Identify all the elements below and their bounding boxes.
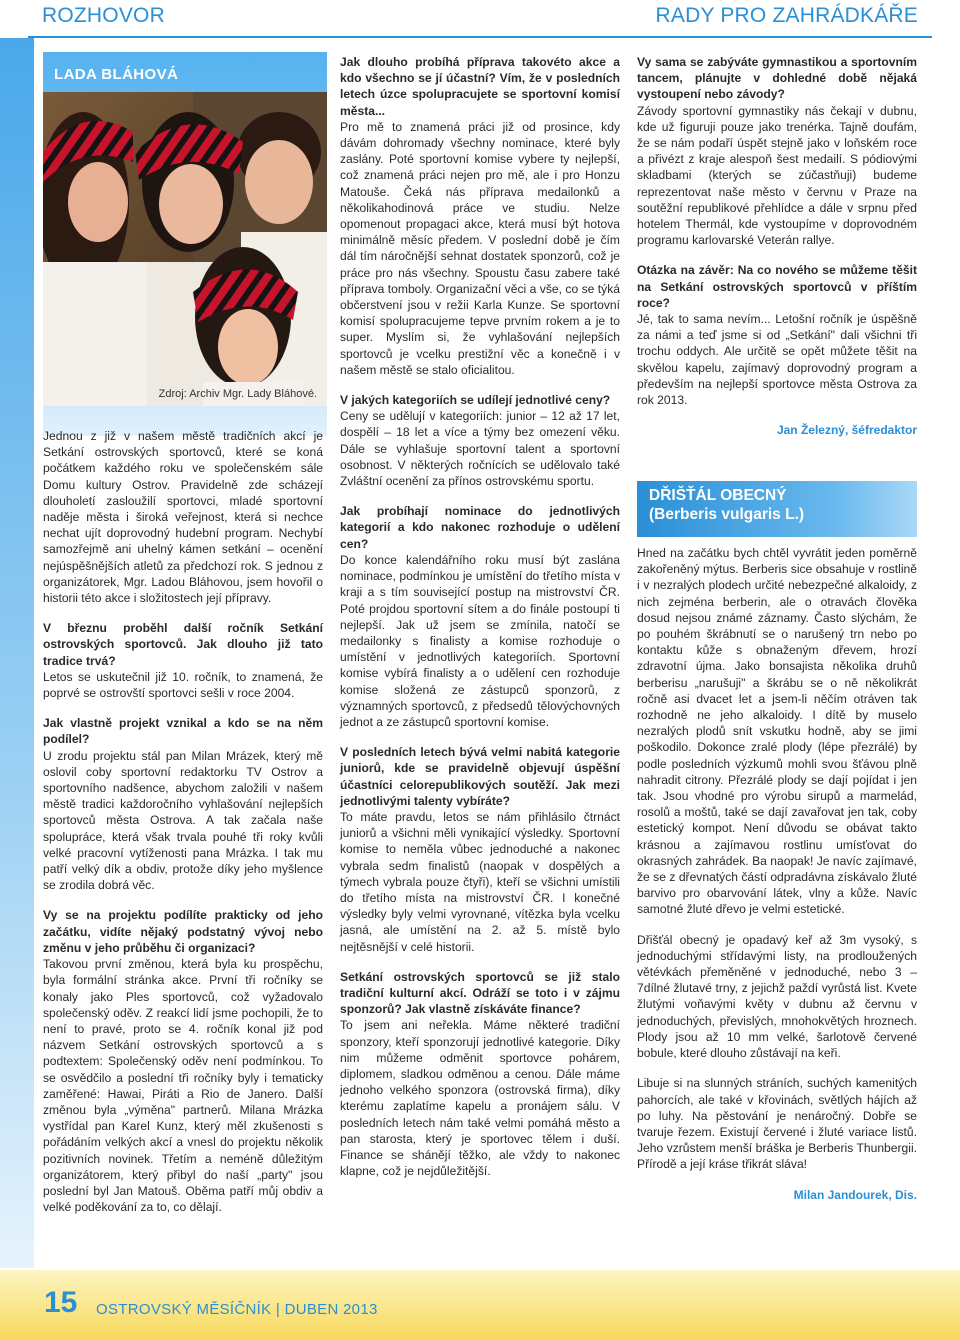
header-rule [28, 36, 932, 38]
qa-item [340, 54, 620, 378]
interview-signature: Jan Železný, šéfredaktor [776, 423, 917, 438]
garden-signature: Milan Jandourek, Dis. [793, 1187, 917, 1202]
interview-answer: Jé, tak to sama nevím... Letošní ročník je úspěšně za námi a teď jsme si od „Setkání" dali všichni tři trochu oddych. Ale určitě se opět můžete těšit na skvělou kapelu, zajímavý doprovodný program a především na nejlepší sportovce města Ostrova za rok 2013. [637, 312, 917, 408]
garden-paragraph: Hned na začátku bych chtěl vyvrátit jeden poměrně zakořeněný mýtus. Berberis sice obsahuje v rostlině i v nezralých plodech určité nebezpečné alkaloidy, z nich zejména berberin, ale o otravách člověka dosud nejsou známé záznamy. Často slýchám, že po pouhém škrábnutí se o narušený trn nebo po kontaktu kůže s obnaženým dřevem, hrozí zdravotní újma. Jako bonsajista několika druhů berberisu „narušuji" a škrábu se o ně několikrát ročně asi dvacet let a jsem-li něčím otráven tak rozhodně ne jeho alkaloidy. I dítě by muselo nezralých plodů snít vskutku hodně, aby se jimi poškodilo. Dokonce zralé plody (lépe přezrálé) by podle posledních výzkumů mohli svou šťávou plně nahradit citrony. Přezrálé plody se dají pojídat i jen tak. Jsou vhodné pro výrobu sirupů a marmelád, rosolů a moštů, také se dají zavařovat jen tak, coby estetický kompot. Není důvodu se obávat takto krásnou a zajímavou rostlinu umísťovat do okrasných zahrádek. Ba naopak! Je navíc zajímavé, že se z dřevnatých částí odpradávna získávalo žluté barvivo pro obarvování látek, vlny a kůže. Navíc samotné žluté dřevo je velmi estetické. [637, 546, 917, 917]
section-label-garden: RADY PRO ZAHRÁDKÁŘE [655, 4, 918, 27]
interview-answer: Pro mě to znamená práci již od prosince, kdy dávám dohromady všechny nominace, které byly zaslány. Poté sportovní komise vybere ty nejlepší, což znamená práci nejen pro mě, ale i pro Honzu Matouše. Čeká nás příprava medailonků a několikahodinová práce ve studiu. Nelze opomenout propagaci akce, která musí být hotova minimálně měsíc předem. V poslední době je čím dál tím náročnější sehnat dostatek sponzorů, což je práce pro nás všechny. Spoustu času zabere také příprava tomboly. Organizační věci a vše, co se týká občerstvení jsou v režii Karla Kunze. Se sportovní komisí spolupracujeme tepve prvním rokem a je to super. Myslím si, že vyhlašování nejlepších sportovců je vcelku prestižní věc a konečně i v našem městě se stalo oficialitou. [340, 119, 620, 377]
garden-subtitle: (Berberis vulgaris L.) [649, 506, 805, 523]
interview-answer: To máte pravdu, letos se nám přihlásilo čtrnáct juniorů a všichni měli vynikající výsledky. Sportovní komise to neměla vůbec jednoduché a nakonec vybrala sedm finalistů (naopak v dospělých a týmech vybrala pouze čtyři), kteří se všichni umístili do třetího místa na mistrovství ČR. I konečné výsledky byly velmi vyrovnané, vítězka byla vcelku jasná, ale umístění na 2. až 5. místě bylo nejtěsnější v celé historii. [340, 809, 620, 954]
interview-photo [43, 92, 327, 406]
interview-question: V posledních letech bývá velmi nabitá kategorie juniorů, kde se pravidelně objevují úspěšní účastníci celorepublikových soutěží. Jak mezi jednotlivými talenty vybíráte? [340, 745, 620, 808]
interview-answer: Do konce kalendářního roku musí být zaslána nominace, podmínkou je umístění do třetího místa v kraji a s tím související postup na mistrovství ČR. Poté projdou sportovní sítem a do finále postoupí ti nejlepší. Jak už jsem se zmínila, natočí se medailonky s finalisty a komise rozhoduje o umístění v jednotlivých kategoriích. Sportovní komise vybírá finalisty a o udělení cen rozhoduje komise složená ze zástupců sponzorů, z významných sportovců, z předsedů tělovýchovných jednot a ze zástupců sportovní komise. [340, 552, 620, 729]
qa-item [340, 969, 620, 1180]
interview-intro: Jednou z již v našem městě tradičních akcí je Setkání ostrovských sportovců, které se koná počátkem každého roku ve společenském sále Domu kultury Ostrov. Pravidelně zde scházejí dlouholetí zasloužilí sportovci, mladé sportovní naděje města i široká veřejnost, která si nechce nechat ujít doprovodný hudební program. Nechybí samozřejmě ani uhelný kámen setkání – ocenění nejúspěšnějších atletů za předchozí rok. S jednou z organizátorek, Mgr. Ladou Bláhovou, jsem hovořil o historii této akce i složitostech její přípravy. [43, 429, 323, 606]
interview-column-1 [43, 428, 323, 1229]
interview-question: V jakých kategoriích se udílejí jednotlivé ceny? [340, 393, 611, 408]
interview-answer: To jsem ani neřekla. Máme některé tradiční sponzory, kteří sponzorují jednotlivé kategorie. Díky nim můžeme odměnit sportovce pohárem, diplomem, sladkou odměnou a cenou. Dále máme jednoho velkého sponzora (ostrovská firma), díky kterému zaplatíme kapelu a pronájem sálu. V posledních letech nám také velmi pomáhá město a pan starosta, který je sportovec tělem i duší. Finance se shánějí těžko, ale vždy to nakonec klapne, což je nejdůležitější. [340, 1018, 620, 1179]
interview-question: Setkání ostrovských sportovců se již stalo tradiční kulturní akcí. Odráží se toto i v zájmu sponzorů? Jak vlastně získáváte finance? [340, 969, 620, 1017]
interview-question: Vy se na projektu podílíte prakticky od jeho začátku, vidíte nějaký podstatný vývoj nebo změnu v jeho průběhu či organizaci? [43, 908, 323, 955]
interview-answer: Takovou první změnou, která byla ku prospěchu, byla formální stránka akce. První tři ročníky se konaly jako Ples sportovců, což vyžadovalo společenský oděv. Z reakcí lidí jsme pochopili, že to není to pravé, proto se 4. ročník konal již pod názvem Setkání ostrovských sportovců a s podtextem: Společenský oděv není podmínkou. To se osvědčilo a poslední tři ročníky byly i tematicky zaměřené: Hawai, Piráti a Rio de Janero. Další změnou byla „výměna" partnerů. Milana Mrázka vystřídal pan Karel Kunz, který měl zkušenosti s pořádáním velkých akcí a vnesl do projektu několik pozitivních novinek. Třetím a neméně důležitým organizátorem, který přibyl do naší „party" jsou poslední byl Jan Matouš. Oběma patří můj obdiv a velké poděkování za to, co dělají. [43, 957, 323, 1215]
qa-item [340, 744, 620, 955]
qa-item [637, 54, 917, 248]
section-label-interview: ROZHOVOR [42, 4, 165, 27]
qa-item [43, 620, 323, 701]
garden-paragraph: Dřišťál obecný je opadavý keř až 3m vysoký, s jednoduchými střídavými listy, na prodloužených větévkách přeměněné v jednoduché, nebo 3 – 7dílné žlutavé trny, z jejichž paždí vyrůstá list. Kvete žlutými voňavými květy v dubnu až červnu v jednoduchých, převislých, mnohokvětých hroznech. Plody jsou až 10 mm velké, šarlotově červené bobule, které dlouho zůstávají na keři. [637, 932, 917, 1061]
qa-item [637, 262, 917, 408]
interview-question: Vy sama se zabýváte gymnastikou a sportovním tancem, plánujte v dohledné době nějaká vystoupení nebo závody? [637, 55, 917, 102]
qa-item [340, 503, 620, 730]
qa-item [43, 715, 323, 893]
garden-column [637, 545, 917, 1203]
garden-title-box [637, 481, 917, 537]
interview-question: Jak vlastně projekt vznikal a kdo se na něm podílel? [43, 716, 323, 747]
interview-answer: Závody sportovní gymnastiky nás čekají v dubnu, kde už figuruji pouze jako trenérka. Tajně doufám, že se nám podaří úspět stejně jako v loňském roce a přivézt z kraje alespoň šest medailí. S pódiovými skladbami (kterých se zúčastňuji) budeme reprezentovat naše město v červnu v Praze na soutěžní republikové přehlídce a dále v srpnu před hotelem Thermál, kde vystoupíme v doprovodném programu karlovarské Veterán rallye. [637, 103, 917, 248]
photo-credit: Zdroj: Archiv Mgr. Lady Bláhové. [158, 388, 317, 400]
interview-answer: Ceny se udělují v kategoriích: junior – 12 až 17 let, dospělí – 18 let a více a týmy bez omezení věku. Dále se vyhlašuje sportovní talent a sportovní osobnost. V některých ročnících se udělovalo také Zvláštní ocenění za přínos ostrovskému sportu. [340, 409, 620, 489]
qa-item [340, 392, 620, 489]
qa-item [43, 907, 323, 1215]
interview-column-3 [637, 54, 917, 438]
garden-title: DŘIŠŤÁL OBECNÝ [649, 487, 787, 504]
interview-question: V březnu proběhl další ročník Setkání ostrovských sportovců. Jak dlouho již tato tradice trvá? [43, 621, 323, 668]
magazine-issue: OSTROVSKÝ MĚSÍČNÍK | DUBEN 2013 [96, 1301, 378, 1318]
interview-question: Otázka na závěr: Na co nového se můžeme těšit na Setkání ostrovských sportovců v příštím roce? [637, 263, 917, 310]
interview-answer: Letos se uskutečnil již 10. ročník, to znamená, že poprvé se ostrovští sportovci sešli v roce 2004. [43, 669, 323, 701]
interview-question: Jak probíhají nominace do jednotlivých kategorií a kdo nakonec rozhoduje o udělení cen? [340, 504, 620, 551]
interviewee-name: LADA BLÁHOVÁ [54, 66, 179, 83]
garden-paragraph: Libuje si na slunných stráních, suchých kamenitých pahorcích, ale také v křovinách, světlých hájích až po luhy. Na pěstování je nenáročný. Dobře se tvaruje řezem. Existují červené i žluté variace listů. Jeho vzrůstem menší bráška je Berberis Thunbergii. Přírodě a její kráse třikrát sláva! [637, 1076, 917, 1172]
page-number: 15 [44, 1286, 78, 1319]
interview-column-2 [340, 54, 620, 1193]
interview-answer: U zrodu projektu stál pan Milan Mrázek, který mě oslovil coby sportovní redaktorku TV Ostrov a sportovního nadšence, abychom založili v našem městě tradici každoročního vyhlašování nejlepších sportovců města Ostrova. A tak začala naše spolupráce, která však trvala pouhé tři roky kvůli velké pracovní vytíženosti pana Mrázka. I tak mu patří velký dík a obdiv, protože díky jeho myšlence se zrodila dobrá věc. [43, 748, 323, 893]
side-accent-bar [0, 38, 34, 1268]
interview-question: Jak dlouho probíhá příprava takovéto akce a kdo všechno se jí účastní? Vím, že v posledních letech úzce spolupracujete se sportovní komisí města... [340, 55, 620, 118]
